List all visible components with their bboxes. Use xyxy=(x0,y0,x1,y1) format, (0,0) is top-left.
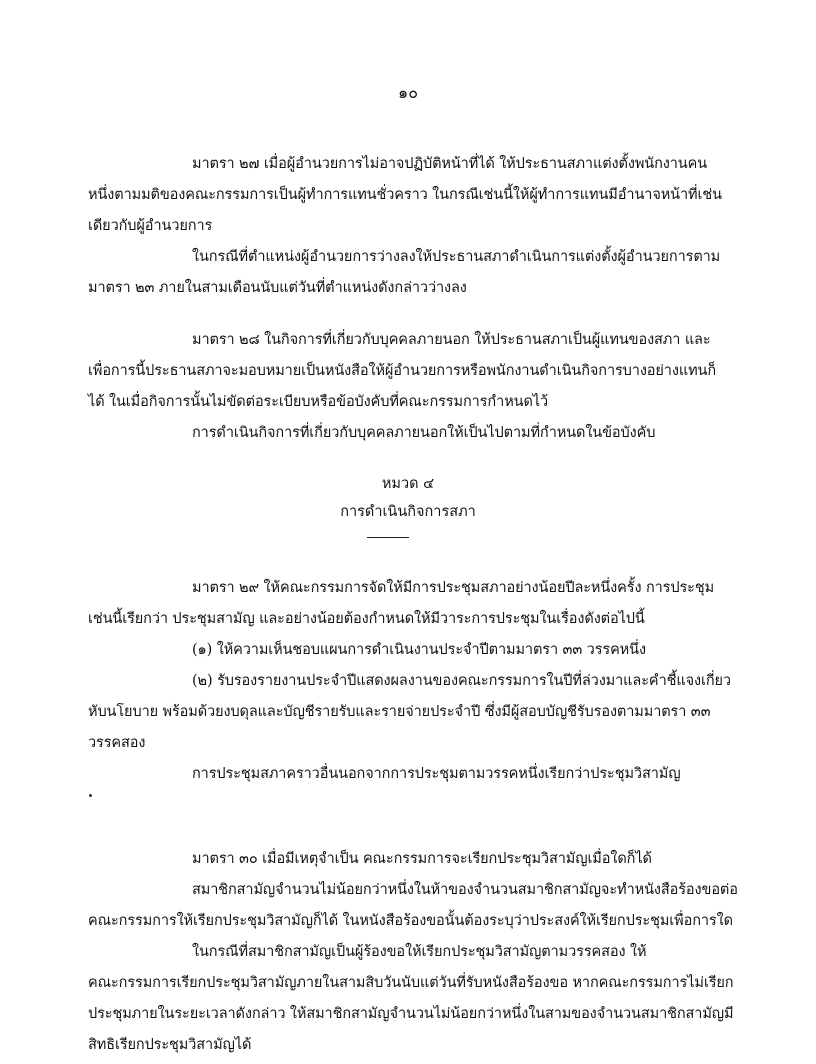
section-30-para-3-line-2: คณะกรรมการเรียกประชุมวิสามัญภายในสามสิบวันนับแต่วันที่รับหนังสือร้องขอ หากคณะกรรมการไม่เรียก xyxy=(88,975,734,991)
section-28-line-3: ได้ ในเมื่อกิจการนั้นไม่ขัดต่อระเบียบหรือข้อบังคับที่คณะกรรมการกำหนดไว้ xyxy=(88,394,549,410)
section-29-line-2: เช่นนี้เรียกว่า ประชุมสามัญ และอย่างน้อยต้องกำหนดให้มีวาระการประชุมในเรื่องดังต่อไปนี้ xyxy=(88,611,645,627)
section-27-line-3: เดียวกับผู้อำนวยการ xyxy=(88,218,213,234)
section-29-para-2: การประชุมสภาคราวอื่นนอกจากการประชุมตามวรรคหนึ่งเรียกว่าประชุมวิสามัญ xyxy=(192,766,681,782)
section-28-para-2: การดำเนินกิจการที่เกี่ยวกับบุคคลภายนอกให้เป็นไปตามที่กำหนดในข้อบังคับ xyxy=(192,425,656,441)
section-29-item-2-line-3: วรรคสอง xyxy=(88,735,146,751)
section-27-para-2-line-2: มาตรา ๒๓ ภายในสามเดือนนับแต่วันที่ตำแหน่งดังกล่าวว่างลง xyxy=(88,280,467,296)
chapter-number: หมวด ๔ xyxy=(381,476,435,492)
section-27-line-1: มาตรา ๒๗ เมื่อผู้อำนวยการไม่อาจปฏิบัติหน้าที่ได้ ให้ประธานสภาแต่งตั้งพนักงานคน xyxy=(192,156,708,172)
section-30-para-3-line-4: สิทธิเรียกประชุมวิสามัญได้ xyxy=(88,1037,252,1053)
section-27-line-2: หนึ่งตามมติของคณะกรรมการเป็นผู้ทำการแทนชั่วคราว ในกรณีเช่นนี้ให้ผู้ทำการแทนมีอำนาจหน้าที่เช่น xyxy=(88,187,722,203)
section-29-line-1: มาตรา ๒๙ ให้คณะกรรมการจัดให้มีการประชุมสภาอย่างน้อยปีละหนึ่งครั้ง การประชุม xyxy=(192,580,715,596)
scan-speck xyxy=(89,794,92,797)
page-number: ๑๐ xyxy=(398,83,418,102)
heading-rule xyxy=(367,537,409,538)
section-29-item-1: (๑) ให้ความเห็นชอบแผนการดำเนินงานประจำปีตามมาตรา ๓๓ วรรคหนึ่ง xyxy=(192,642,646,658)
section-30-line-1: มาตรา ๓๐ เมื่อมีเหตุจำเป็น คณะกรรมการจะเรียกประชุมวิสามัญเมื่อใดก็ได้ xyxy=(192,851,652,867)
section-28-line-1: มาตรา ๒๘ ในกิจการที่เกี่ยวกับบุคคลภายนอก ให้ประธานสภาเป็นผู้แทนของสภา และ xyxy=(192,332,711,348)
chapter-title: การดำเนินกิจการสภา xyxy=(340,504,476,520)
section-30-para-3-line-1: ในกรณีที่สมาชิกสามัญเป็นผู้ร้องขอให้เรียกประชุมวิสามัญตามวรรคสอง ให้ xyxy=(192,944,647,960)
section-27-para-2-line-1: ในกรณีที่ตำแหน่งผู้อำนวยการว่างลงให้ประธานสภาดำเนินการแต่งตั้งผู้อำนวยการตาม xyxy=(192,249,721,265)
section-30-para-3-line-3: ประชุมภายในระยะเวลาดังกล่าว ให้สมาชิกสามัญจำนวนไม่น้อยกว่าหนึ่งในสามของจำนวนสมาชิกสามัญมี xyxy=(88,1006,734,1022)
section-28-line-2: เพื่อการนี้ประธานสภาจะมอบหมายเป็นหนังสือให้ผู้อำนวยการหรือพนักงานดำเนินกิจการบางอย่างแทนก็ xyxy=(88,363,717,379)
section-29-item-2-line-2: หับนโยบาย พร้อมด้วยงบดุลและบัญชีรายรับและรายจ่ายประจำปี ซึ่งมีผู้สอบบัญชีรับรองตามมาตรา ๓๓ xyxy=(88,704,711,720)
section-30-para-2-line-2: คณะกรรมการให้เรียกประชุมวิสามัญก็ได้ ในหนังสือร้องขอนั้นต้องระบุว่าประสงค์ให้เรียกประชุมเพื่อการใด xyxy=(88,913,733,929)
section-29-item-2-line-1: (๒) รับรองรายงานประจำปีแสดงผลงานของคณะกรรมการในปีที่ล่วงมาและคำชี้แจงเกี่ยว xyxy=(192,673,731,689)
section-30-para-2-line-1: สมาชิกสามัญจำนวนไม่น้อยกว่าหนึ่งในห้าของจำนวนสมาชิกสามัญจะทำหนังสือร้องขอต่อ xyxy=(192,882,738,898)
